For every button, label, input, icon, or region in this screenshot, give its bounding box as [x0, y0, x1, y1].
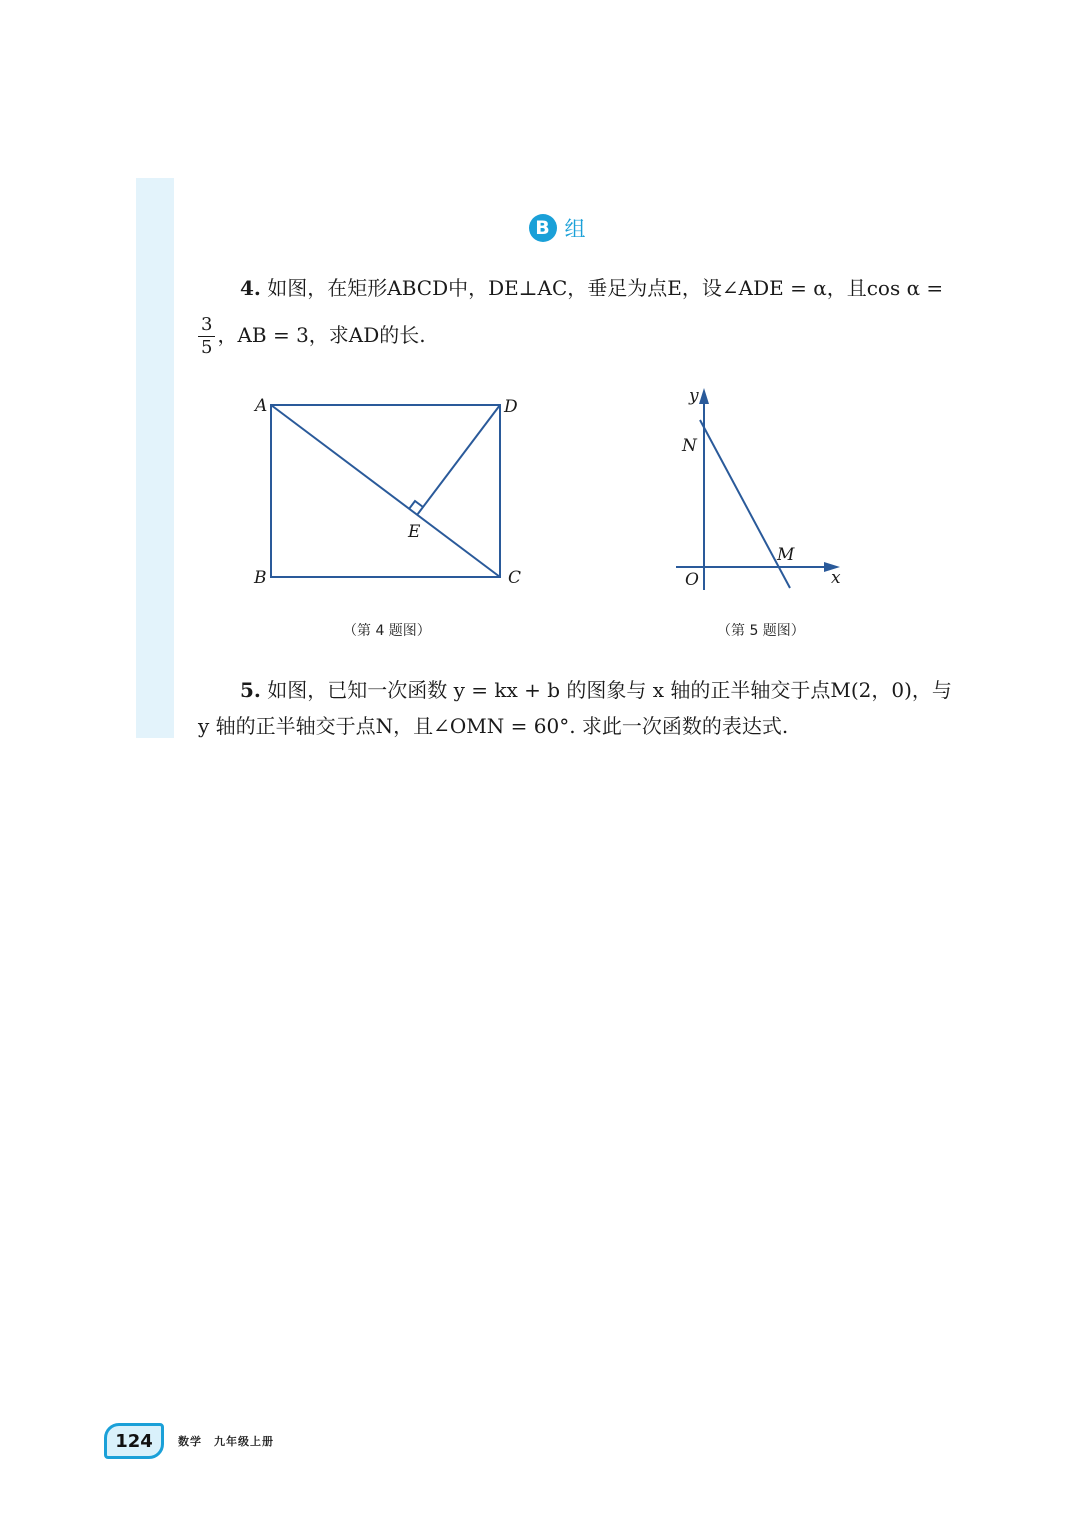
problem-4-line1: 如图，在矩形ABCD中，DE⊥AC，垂足为点E，设∠ADE = α，且cos α = — [267, 276, 944, 300]
problem-5-cont — [198, 708, 968, 744]
label-a: A — [255, 396, 268, 416]
label-d: D — [504, 397, 518, 417]
problem-4-number: 4. — [240, 276, 261, 300]
right-angle-mark — [409, 501, 423, 509]
page-footer — [104, 1423, 274, 1459]
diagonal-ac — [271, 405, 500, 577]
label-b: B — [254, 568, 267, 588]
problem-5 — [198, 672, 968, 708]
group-b-badge: B — [529, 214, 557, 242]
label-n: N — [682, 436, 697, 456]
label-e: E — [408, 522, 421, 542]
book-title: 数学 九年级上册 — [178, 1435, 274, 1448]
label-o: O — [685, 570, 699, 590]
label-c: C — [508, 568, 522, 588]
page-number: 124 — [104, 1423, 164, 1459]
label-x: x — [831, 568, 841, 588]
figure-5-caption: （第 5 题图） — [717, 623, 805, 639]
fraction — [198, 314, 215, 359]
group-title: 组 — [564, 217, 586, 241]
problem-5-line1: 如图，已知一次函数 y = kx + b 的图象与 x 轴的正半轴交于点M(2，0)，与 — [267, 678, 952, 702]
label-m: M — [777, 545, 795, 565]
figure-5-graph — [670, 380, 860, 595]
fraction-denominator: 5 — [201, 337, 213, 358]
problem-5-line2: y 轴的正半轴交于点N，且∠OMN = 60°. 求此一次函数的表达式. — [198, 714, 789, 738]
figure-4-caption: （第 4 题图） — [343, 623, 431, 639]
problem-4 — [198, 270, 968, 306]
label-y: y — [689, 386, 699, 406]
problem-4-line2: ，AB = 3，求AD的长. — [217, 323, 426, 347]
problem-4-cont — [198, 314, 968, 359]
group-heading — [0, 213, 1080, 243]
fraction-numerator: 3 — [198, 314, 215, 337]
figure-4-rectangle — [240, 385, 540, 600]
segment-de — [417, 405, 500, 515]
side-bar — [136, 178, 174, 738]
y-axis-arrow — [699, 388, 709, 404]
problem-5-number: 5. — [240, 678, 261, 702]
